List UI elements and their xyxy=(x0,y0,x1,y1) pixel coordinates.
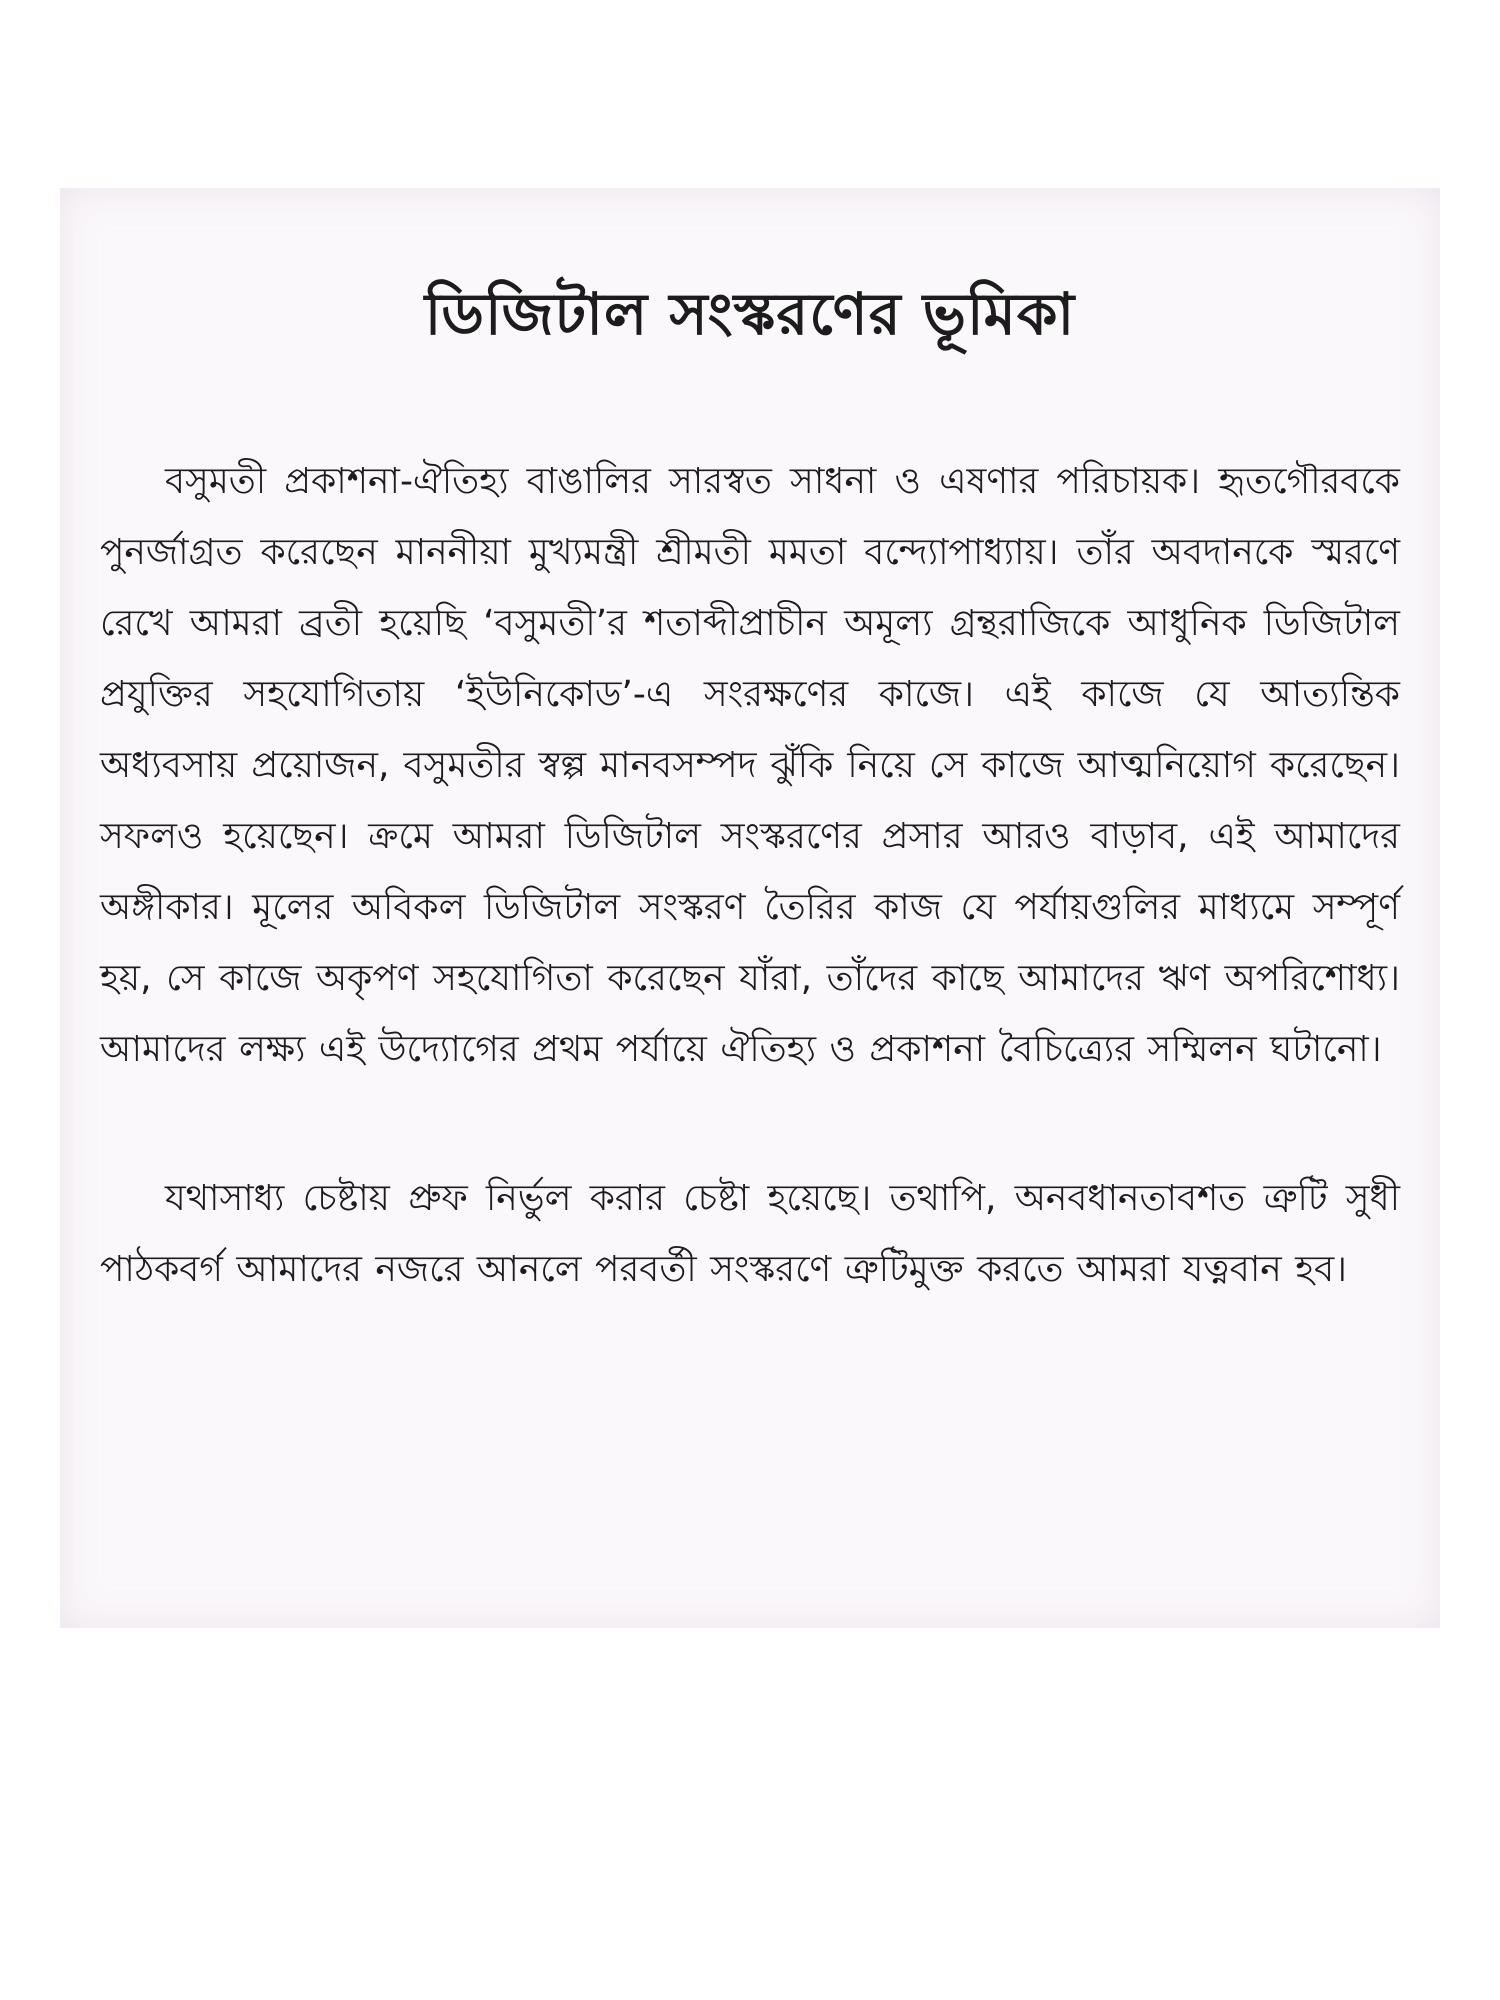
page-title: ডিজিটাল সংস্করণের ভূমিকা xyxy=(424,280,1076,348)
document-body xyxy=(100,280,1400,1305)
paragraph-proofreading-note: যথাসাধ্য চেষ্টায় প্রুফ নির্ভুল করার চেষ্টা হয়েছে। তথাপি, অনবধানতাবশত ত্রুটি সুধী পাঠকবর্গ আমাদের নজরে আনলে পরবর্তী সংস্করণে ত্রুটিমুক্ত করতে আমরা যত্নবান হব। xyxy=(100,1177,1400,1290)
paragraph-introduction: বসুমতী প্রকাশনা-ঐতিহ্য বাঙালির সারস্বত সাধনা ও এষণার পরিচায়ক। হৃতগৌরবকে পুনর্জাগ্রত করেছেন মাননীয়া মুখ্যমন্ত্রী শ্রীমতী মমতা বন্দ্যোপাধ্যায়। তাঁর অবদানকে স্মরণে রেখে আমরা ব্রতী হয়েছি ‘বসুমতী’র শতাব্দীপ্রাচীন অমূল্য গ্রন্থরাজিকে আধুনিক ডিজিটাল প্রযুক্তির সহযোগিতায় ‘ইউনিকোড’-এ সংরক্ষণের কাজে। এই কাজে যে আত্যন্তিক অধ্যবসায় প্রয়োজন, বসুমতীর স্বল্প মানবসম্পদ ঝুঁকি নিয়ে সে কাজে আত্মনিয়োগ করেছেন। সফলও হয়েছেন। ক্রমে আমরা ডিজিটাল সংস্করণের প্রসার আরও বাড়াব, এই আমাদের অঙ্গীকার। মূলের অবিকল ডিজিটাল সংস্করণ তৈরির কাজ যে পর্যায়গুলির মাধ্যমে সম্পূর্ণ হয়, সে কাজে অকৃপণ সহযোগিতা করেছেন যাঁরা, তাঁদের কাছে আমাদের ঋণ অপরিশোধ্য। আমাদের লক্ষ্য এই উদ্যোগের প্রথম পর্যায়ে ঐতিহ্য ও প্রকাশনা বৈচিত্র্যের সম্মিলন ঘটানো। xyxy=(100,460,1400,1070)
